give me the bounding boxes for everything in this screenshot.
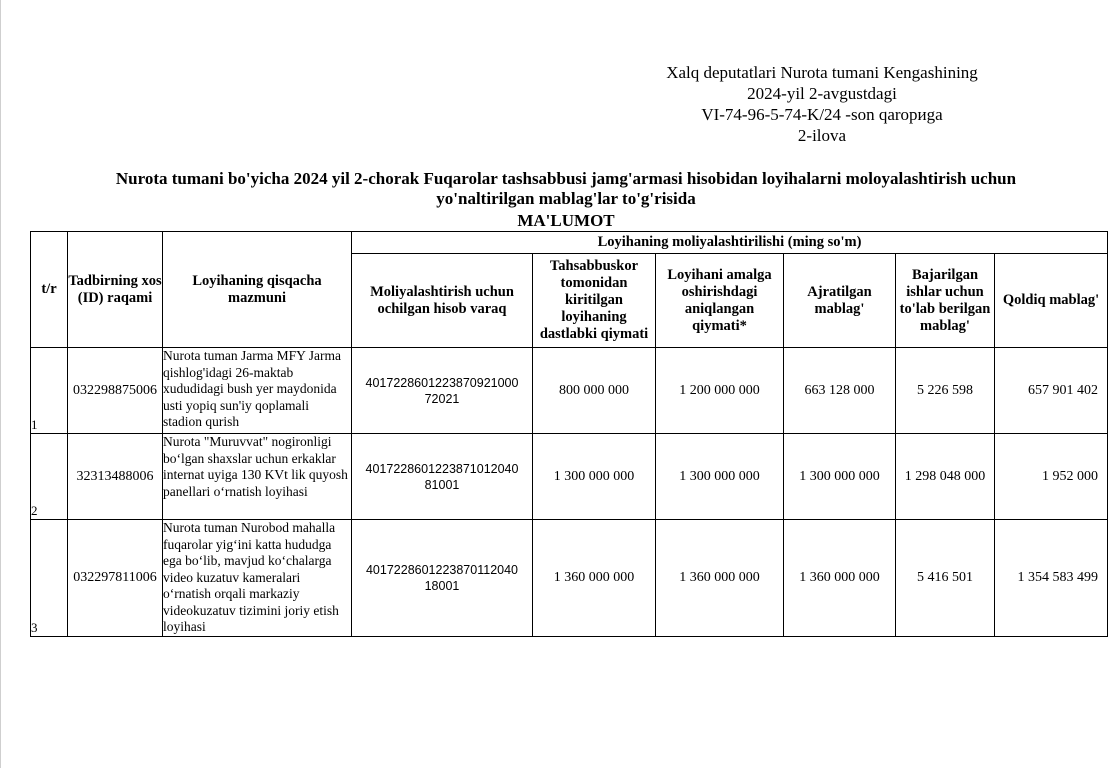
paid-amount: 5 416 501 — [896, 520, 995, 637]
stamp-line-council: Xalq deputatlari Nurota tumani Kengashining — [666, 63, 978, 82]
refined-value: 1 360 000 000 — [656, 520, 784, 637]
row-number: 3 — [31, 520, 68, 637]
account-number: 4017228601223870921000 72021 — [352, 348, 533, 434]
refined-value: 1 200 000 000 — [656, 348, 784, 434]
initial-value: 800 000 000 — [533, 348, 656, 434]
account-number: 4017228601223870112040 18001 — [352, 520, 533, 637]
approval-stamp — [600, 62, 1044, 146]
initial-value: 1 300 000 000 — [533, 434, 656, 520]
allocated-amount: 1 360 000 000 — [784, 520, 896, 637]
projects-table — [30, 231, 1108, 637]
project-id: 032298875006 — [68, 348, 163, 434]
allocated-amount: 663 128 000 — [784, 348, 896, 434]
remaining-amount: 1 952 000 — [995, 434, 1108, 520]
stamp-line-decision: VI-74-96-5-74-K/24 -son qarориga — [701, 105, 943, 124]
table-row — [31, 348, 1108, 434]
col-header-id: Tadbirning xos (ID) raqami — [68, 232, 163, 348]
stamp-line-date: 2024-yil 2-avgustdagi — [747, 84, 897, 103]
project-id: 32313488006 — [68, 434, 163, 520]
paid-amount: 1 298 048 000 — [896, 434, 995, 520]
initial-value: 1 360 000 000 — [533, 520, 656, 637]
project-id: 032297811006 — [68, 520, 163, 637]
group-header-financing: Loyihaning moliyalashtirilishi (ming so'm) — [352, 232, 1108, 254]
stamp-line-appendix: 2-ilova — [797, 126, 847, 145]
col-header-remaining: Qoldiq mablag' — [995, 254, 1108, 348]
project-description: Nurota tuman Jarma MFY Jarma qishlog'idagi 26-maktab xududidagi bush yer maydonida usti yopiq sun'iy qoplamali stadion qurish — [163, 348, 352, 434]
document-title-line2: yo'naltirilgan mablag'lar to'g'risida — [436, 189, 696, 208]
col-header-description: Loyihaning qisqacha mazmuni — [163, 232, 352, 348]
project-description: Nurota "Muruvvat" nogironligi bo‘lgan shaxslar uchun erkaklar internat uyiga 130 KVt lik quyosh panellari o‘rnatish loyihasi — [163, 434, 352, 520]
col-header-refined-value: Loyihani amalga oshirishdagi aniqlangan qiymati* — [656, 254, 784, 348]
col-header-initial-value: Tahsabbuskor tomonidan kiritilgan loyihaning dastlabki qiymati — [533, 254, 656, 348]
project-description: Nurota tuman Nurobod mahalla fuqarolar yig‘ini katta hududga ega bo‘lib, mavjud ko‘chalarga video kuzatuv kameralari o‘rnatish orqali markaziy videokuzatuv tizimini joriy etish loyihasi — [163, 520, 352, 637]
remaining-amount: 1 354 583 499 — [995, 520, 1108, 637]
paid-amount: 5 226 598 — [896, 348, 995, 434]
allocated-amount: 1 300 000 000 — [784, 434, 896, 520]
col-header-allocated: Ajratilgan mablag' — [784, 254, 896, 348]
col-header-num: t/r — [31, 232, 68, 348]
row-number: 2 — [31, 434, 68, 520]
col-header-paid: Bajarilgan ishlar uchun to'lab berilgan mablag' — [896, 254, 995, 348]
page-edge — [0, 0, 1, 768]
table-row — [31, 520, 1108, 637]
account-number: 4017228601223871012040 81001 — [352, 434, 533, 520]
remaining-amount: 657 901 402 — [995, 348, 1108, 434]
document-title-line1: Nurota tumani bo'yicha 2024 yil 2-chorak Fuqarolar tashsabbusi jamg'armasi hisobidan loyihalarni moloyalashtirish uchun — [115, 169, 1017, 188]
col-header-account: Moliyalashtirish uchun ochilgan hisob varaq — [352, 254, 533, 348]
document-heading: MA'LUMOT — [517, 211, 615, 230]
row-number: 1 — [31, 348, 68, 434]
refined-value: 1 300 000 000 — [656, 434, 784, 520]
document-title — [30, 169, 1102, 209]
table-row — [31, 434, 1108, 520]
